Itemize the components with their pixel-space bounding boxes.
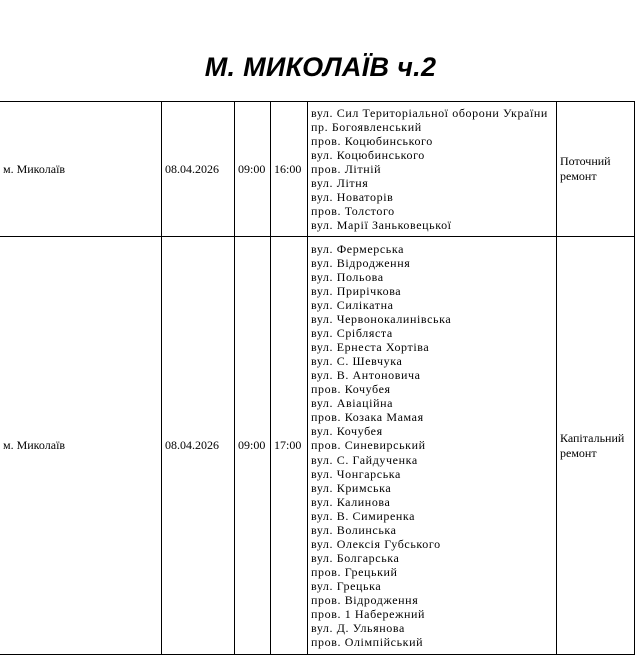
street-item: вул. Калинова	[311, 494, 391, 509]
table-row	[0, 237, 635, 655]
street-item: пров. Коцюбинського	[311, 133, 433, 148]
work-type-cell	[557, 102, 635, 237]
street-item: вул. Чонгарська	[311, 466, 401, 481]
street-item: вул. Болгарська	[311, 550, 400, 565]
city-cell: м. Миколаїв	[0, 237, 162, 655]
street-item: вул. Д. Ульянова	[311, 621, 405, 636]
date-cell: 08.04.2026	[162, 102, 235, 237]
street-item: вул. Срібляста	[311, 326, 393, 341]
street-item: вул. Олексія Губського	[311, 536, 441, 551]
street-item: пров. Синевирський	[311, 438, 426, 453]
end-time-cell: 16:00	[271, 102, 308, 237]
work-type-line: ремонт	[560, 445, 597, 460]
work-type-cell	[557, 237, 635, 655]
street-item: пров. Козака Мамая	[311, 410, 424, 425]
city-cell: м. Миколаїв	[0, 102, 162, 237]
work-type-line: Поточний	[560, 154, 611, 168]
street-item: пров. Грецький	[311, 564, 398, 579]
street-item: вул. Польова	[311, 269, 384, 284]
streets-cell	[308, 102, 557, 237]
street-item: пров. 1 Набережний	[311, 607, 426, 622]
street-item: вул. Червонокалинівська	[311, 312, 452, 327]
street-item: пров. Відродження	[311, 592, 419, 607]
end-time-cell: 17:00	[271, 237, 308, 655]
street-item: вул. Відродження	[311, 255, 411, 270]
street-item: вул. Ернеста Хортіва	[311, 340, 430, 355]
street-item: вул. С. Шевчука	[311, 354, 403, 369]
street-item: вул. С. Гайдученка	[311, 452, 418, 467]
date-cell: 08.04.2026	[162, 237, 235, 655]
page-title: М. МИКОЛАЇВ ч.2	[204, 52, 437, 82]
street-item: вул. Кочубея	[311, 424, 383, 439]
street-item: вул. Волинська	[311, 522, 397, 537]
street-item: пров. Літній	[311, 161, 382, 176]
work-type-line: Капітальний	[560, 430, 625, 445]
street-item: пров. Олімпійський	[311, 635, 424, 650]
street-item: вул. Прирічкова	[311, 283, 402, 298]
street-item: вул. Кримська	[311, 480, 392, 495]
street-item: пров. Кочубея	[311, 382, 391, 397]
work-type-line: ремонт	[560, 169, 597, 183]
street-item: вул. Літня	[311, 176, 369, 191]
street-item: вул. Грецька	[311, 578, 382, 593]
street-item: пр. Богоявленський	[311, 119, 422, 134]
street-item: вул. Авіаційна	[311, 396, 394, 411]
street-item: вул. Новаторів	[311, 190, 394, 205]
street-item: вул. Коцюбинського	[311, 147, 425, 162]
street-item: вул. В. Антоновича	[311, 368, 421, 383]
street-item: вул. Фермерська	[311, 241, 405, 256]
street-item: вул. Сил Територіальної оборони України	[311, 105, 548, 120]
street-item: вул. Силікатна	[311, 298, 394, 312]
table-row	[0, 102, 635, 237]
street-item: вул. В. Симиренка	[311, 508, 416, 523]
streets-cell	[308, 237, 557, 655]
outage-schedule-table	[0, 101, 635, 655]
start-time-cell: 09:00	[235, 237, 271, 655]
street-item: пров. Толстого	[311, 204, 395, 219]
street-item: вул. Марії Заньковецької	[311, 218, 452, 233]
start-time-cell: 09:00	[235, 102, 271, 237]
